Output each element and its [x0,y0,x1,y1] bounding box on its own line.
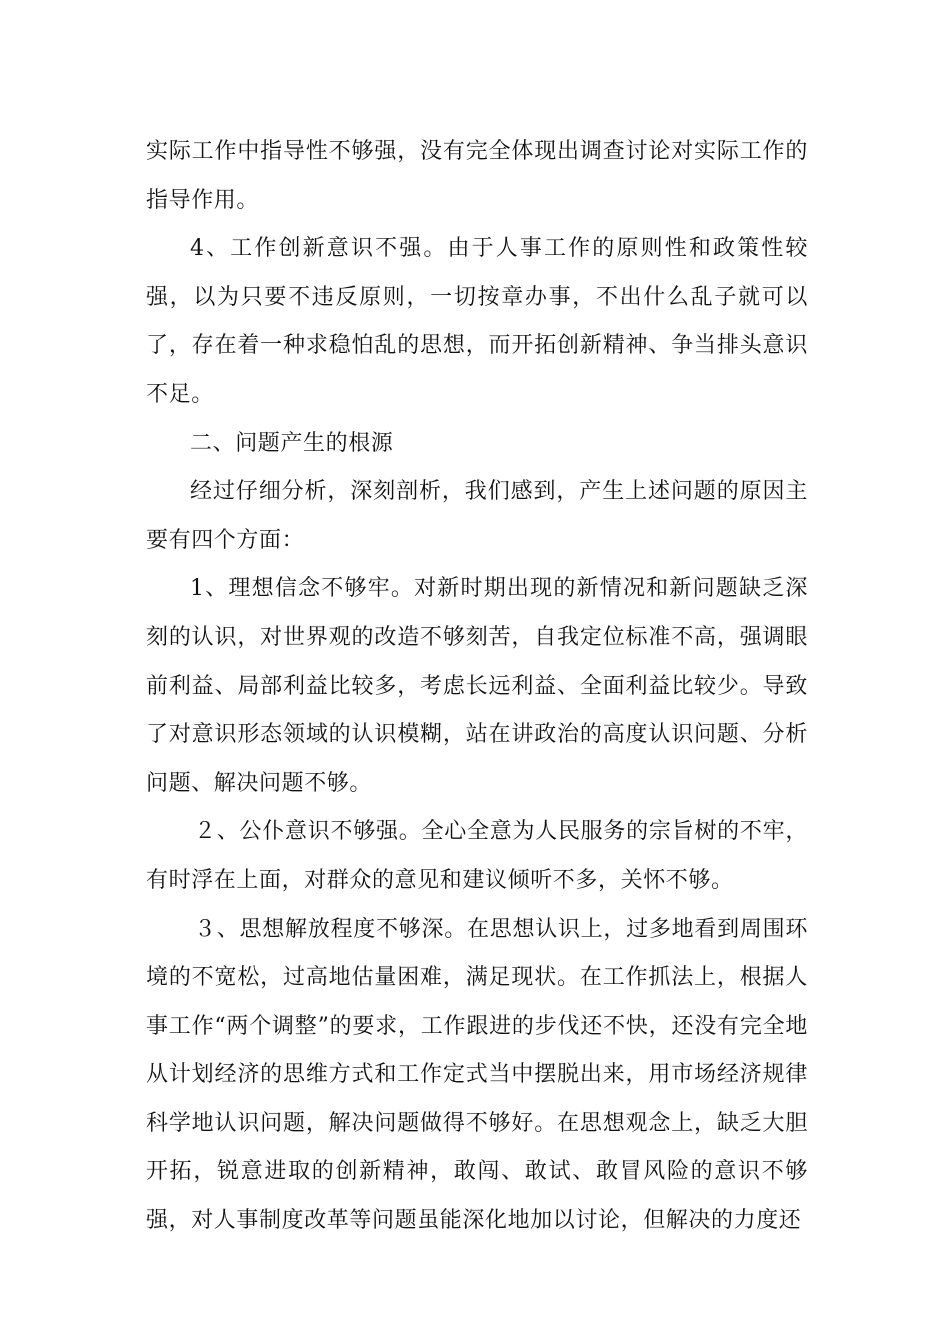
paragraph-item-1: 1、理想信念不够牢。对新时期出现的新情况和新问题缺乏深刻的认识，对世界观的改造不够刻苦，自我定位标准不高，强调眼前利益、局部利益比较多，考虑长远利益、全面利益比较少。导致了对意识形态领域的认识模糊，站在讲政治的高度认识问题、分析问题、解决问题不够。 [146,576,808,796]
document-body [146,128,808,1246]
paragraph-intro: 经过仔细分析，深刻剖析，我们感到，产生上述问题的原因主要有四个方面： [146,479,808,553]
paragraph-item-2: ２、公仆意识不够强。全心全意为人民服务的宗旨树的不牢，有时浮在上面，对群众的意见和建议倾听不多，关怀不够。 [146,819,808,893]
section-heading: 二、问题产生的根源 [190,430,394,456]
paragraph-item-3: ３、思想解放程度不够深。在思想认识上，过多地看到周围环境的不宽松，过高地估量困难，满足现状。在工作抓法上，根据人事工作“两个调整”的要求，工作跟进的步伐还不快，还没有完全地从计划经济的思维方式和工作定式当中摆脱出来，用市场经济规律科学地认识问题，解决问题做得不够好。在思想观念上，缺乏大胆开拓，锐意进取的创新精神，敢闯、敢试、敢冒风险的意识不够强，对人事制度改革等问题虽能深化地加以讨论，但解决的力度还 [146,916,808,1234]
paragraph-item-4: 4、工作创新意识不强。由于人事工作的原则性和政策性较强，以为只要不违反原则，一切按章办事，不出什么乱子就可以了，存在着一种求稳怕乱的思想，而开拓创新精神、争当排头意识不足。 [146,236,808,407]
paragraph-continuation: 实际工作中指导性不够强，没有完全体现出调查讨论对实际工作的指导作用。 [146,139,808,213]
